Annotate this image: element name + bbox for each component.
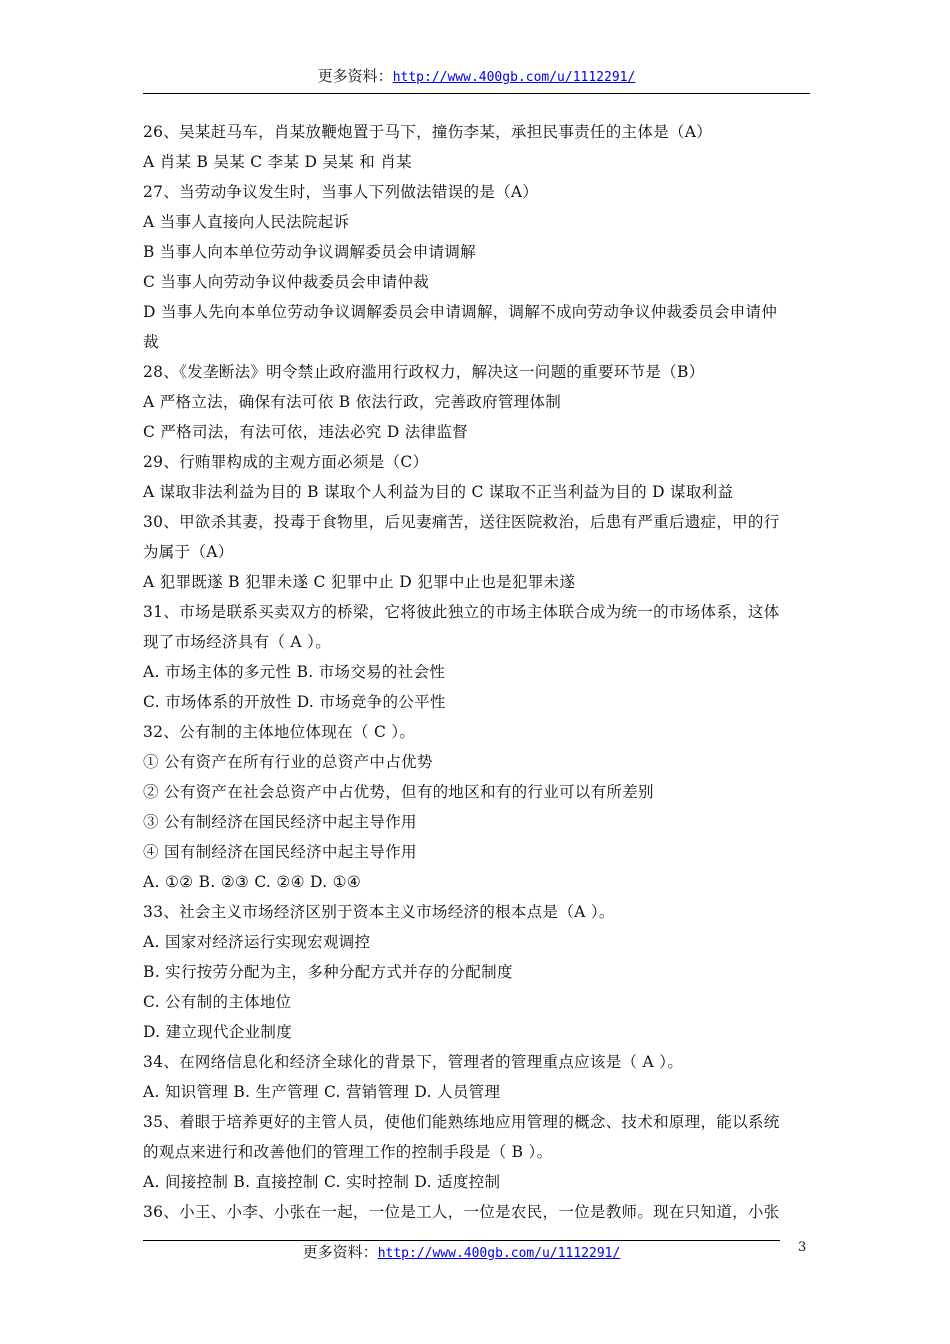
header-label: 更多资料： xyxy=(317,67,393,85)
text-line: A 严格立法，确保有法可依 B 依法行政，完善政府管理体制 xyxy=(143,393,562,411)
text-line: B. 实行按劳分配为主，多种分配方式并存的分配制度 xyxy=(143,963,513,981)
text-line: A. 知识管理 B. 生产管理 C. 营销管理 D. 人员管理 xyxy=(143,1083,501,1101)
text-line: 26、吴某赶马车，肖某放鞭炮置于马下，撞伤李某，承担民事责任的主体是（A） xyxy=(143,123,713,141)
text-line: 34、在网络信息化和经济全球化的背景下，管理者的管理重点应该是（ A ）。 xyxy=(143,1053,684,1071)
text-line: A 犯罪既遂 B 犯罪未遂 C 犯罪中止 D 犯罪中止也是犯罪未遂 xyxy=(143,573,576,591)
text-line: D. 建立现代企业制度 xyxy=(143,1023,293,1041)
text-line: A. 间接控制 B. 直接控制 C. 实时控制 D. 适度控制 xyxy=(143,1173,501,1191)
text-line: A 谋取非法利益为目的 B 谋取个人利益为目的 C 谋取不正当利益为目的 D 谋取利益 xyxy=(143,483,734,501)
text-line: ④ 国有制经济在国民经济中起主导作用 xyxy=(143,843,417,861)
header-divider xyxy=(143,93,810,94)
text-line: 36、小王、小李、小张在一起，一位是工人，一位是农民，一位是教师。现在只知道，小张 xyxy=(143,1203,780,1221)
text-line: 35、着眼于培养更好的主管人员，使他们能熟练地应用管理的概念、技术和原理，能以系统 xyxy=(143,1113,780,1131)
page-header xyxy=(143,66,810,88)
text-line: 27、当劳动争议发生时，当事人下列做法错误的是（A） xyxy=(143,183,539,201)
footer-label: 更多资料： xyxy=(302,1243,378,1261)
text-line: C 严格司法，有法可依，违法必究 D 法律监督 xyxy=(143,423,468,441)
text-line: A 当事人直接向人民法院起诉 xyxy=(143,213,350,231)
text-line: A 肖某 B 吴某 C 李某 D 吴某 和 肖某 xyxy=(143,153,412,171)
footer-divider xyxy=(143,1240,780,1241)
text-line: 裁 xyxy=(143,333,159,351)
text-line: 为属于（A） xyxy=(143,543,234,561)
text-line: 30、甲欲杀其妻，投毒于食物里，后见妻痛苦，送往医院救治，后患有严重后遗症，甲的行 xyxy=(143,513,780,531)
text-line: 32、公有制的主体地位体现在（ C ）。 xyxy=(143,723,416,741)
text-line: C. 市场体系的开放性 D. 市场竞争的公平性 xyxy=(143,693,446,711)
text-line: A. 市场主体的多元性 B. 市场交易的社会性 xyxy=(143,663,446,681)
document-body xyxy=(143,117,810,1227)
text-line: A. ①② B. ②③ C. ②④ D. ①④ xyxy=(143,873,362,891)
text-line: 33、社会主义市场经济区别于资本主义市场经济的根本点是（A ）。 xyxy=(143,903,615,921)
text-line: ② 公有资产在社会总资产中占优势，但有的地区和有的行业可以有所差别 xyxy=(143,783,654,801)
text-line: ① 公有资产在所有行业的总资产中占优势 xyxy=(143,753,433,771)
header-link[interactable]: http://www.400gb.com/u/1112291/ xyxy=(392,70,636,85)
text-line: 的观点来进行和改善他们的管理工作的控制手段是（ B ）。 xyxy=(143,1143,553,1161)
text-line: B 当事人向本单位劳动争议调解委员会申请调解 xyxy=(143,243,476,261)
text-line: 现了市场经济具有（ A ）。 xyxy=(143,633,331,651)
text-line: ③ 公有制经济在国民经济中起主导作用 xyxy=(143,813,417,831)
text-line: 28、《发垄断法》明令禁止政府滥用行政权力，解决这一问题的重要环节是（B） xyxy=(143,363,705,381)
text-line: A. 国家对经济运行实现宏观调控 xyxy=(143,933,371,951)
footer-link[interactable]: http://www.400gb.com/u/1112291/ xyxy=(377,1246,621,1261)
text-line: C. 公有制的主体地位 xyxy=(143,993,292,1011)
text-line: D 当事人先向本单位劳动争议调解委员会申请调解，调解不成向劳动争议仲裁委员会申请仲 xyxy=(143,303,778,321)
page-number: 3 xyxy=(798,1240,807,1255)
text-line: C 当事人向劳动争议仲裁委员会申请仲裁 xyxy=(143,273,429,291)
page-footer xyxy=(143,1242,780,1264)
text-line: 31、市场是联系买卖双方的桥梁，它将彼此独立的市场主体联合成为统一的市场体系，这体 xyxy=(143,603,780,621)
text-line: 29、行贿罪构成的主观方面必须是（C） xyxy=(143,453,429,471)
